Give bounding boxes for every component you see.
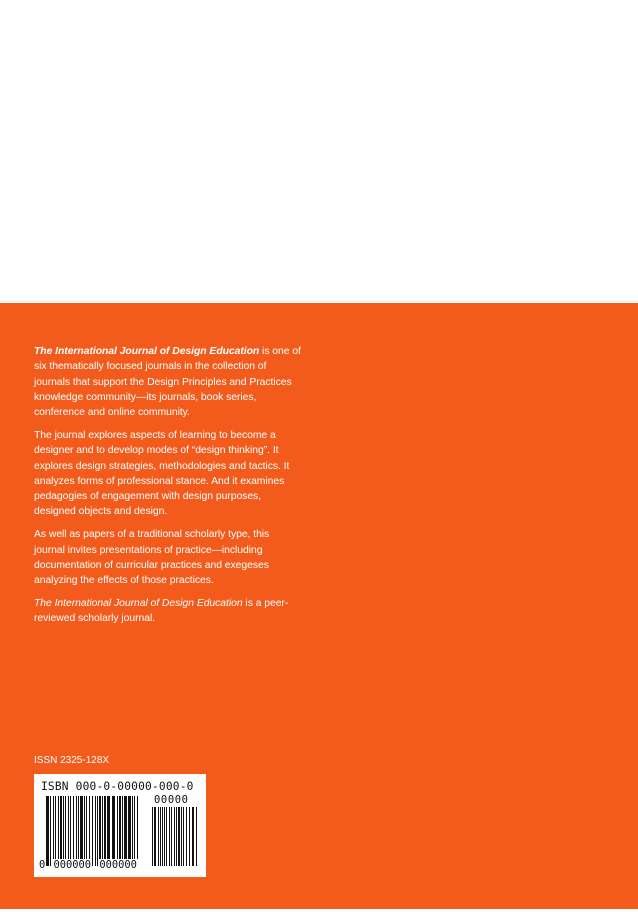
barcode-bar bbox=[124, 796, 127, 866]
barcode-bar bbox=[102, 796, 103, 866]
barcode-bar bbox=[107, 796, 110, 866]
barcode-bar bbox=[99, 796, 101, 866]
barcode-bar bbox=[70, 796, 71, 866]
barcode-addon-digits: 00000 bbox=[154, 794, 189, 806]
barcode-right-digits: 000000 bbox=[99, 859, 137, 871]
journal-title: The International Journal of Design Education bbox=[34, 346, 260, 357]
description-paragraph-2: The journal explores aspects of learning to become a designer and to develop modes of “design thinking”. It explores design strategies, methodologies and tactics. It analyzes forms of professional stance. And it examines pedagogies of engagement with design purposes, designed objects and design. bbox=[34, 429, 290, 518]
barcode-bar bbox=[174, 807, 175, 866]
barcode-bar bbox=[154, 807, 156, 866]
barcode-bar bbox=[65, 796, 66, 866]
barcode-bar bbox=[53, 796, 54, 866]
isbn-barcode bbox=[34, 774, 206, 877]
barcode-bar bbox=[171, 807, 172, 866]
barcode-bar bbox=[60, 796, 62, 866]
barcode-bar bbox=[112, 796, 115, 866]
barcode-bar bbox=[95, 796, 96, 866]
barcode-bar bbox=[76, 796, 77, 866]
isbn-label: ISBN 000-0-00000-000-0 bbox=[41, 780, 194, 793]
main-barcode-bars bbox=[46, 796, 138, 866]
barcode-bar bbox=[186, 807, 187, 866]
barcode-bar bbox=[189, 807, 190, 866]
barcode-bar bbox=[50, 796, 51, 866]
barcode-bar bbox=[178, 807, 180, 866]
barcode-bar bbox=[58, 796, 59, 866]
paragraph-4-text: is a peer-reviewed scholarly journal. bbox=[34, 597, 289, 625]
barcode-bar bbox=[73, 796, 74, 866]
barcode-bar bbox=[104, 796, 106, 866]
journal-title-italic: The International Journal of Design Education bbox=[34, 597, 243, 609]
barcode-bar bbox=[86, 796, 87, 866]
barcode-bar bbox=[68, 796, 69, 866]
barcode-bar bbox=[132, 796, 133, 866]
barcode-bar bbox=[78, 796, 79, 866]
blank-upper-area bbox=[0, 0, 638, 303]
barcode-bar bbox=[181, 807, 182, 866]
barcode-bar bbox=[134, 796, 135, 866]
barcode-bar bbox=[55, 796, 56, 866]
barcode-bar bbox=[183, 807, 184, 866]
description-paragraph-1 bbox=[34, 344, 302, 420]
barcode-bar bbox=[89, 796, 90, 866]
barcode-bar bbox=[63, 796, 64, 866]
barcode-bar bbox=[97, 796, 98, 866]
barcode-first-digit: 0 bbox=[39, 859, 46, 871]
barcode-bar bbox=[117, 796, 118, 866]
barcode-bar bbox=[122, 796, 123, 866]
barcode-bar bbox=[164, 807, 165, 866]
description-paragraph-3: As well as papers of a traditional scholarly type, this journal invites presentations of practice—including documentation of curricular practices and exegeses analyzing the effects of those practices. bbox=[34, 529, 270, 587]
barcode-bar bbox=[192, 807, 194, 866]
barcode-bar bbox=[160, 807, 161, 866]
barcode-bar bbox=[162, 807, 163, 866]
barcode-bar bbox=[92, 796, 93, 866]
addon-barcode-bars bbox=[152, 807, 197, 866]
barcode-bar bbox=[158, 807, 159, 866]
barcode-bar bbox=[176, 807, 177, 866]
paragraph-1-text: is one of six thematically focused journals in the collection of journals that support the Design Principles and Practices knowledge community—its journals, book series, conference and online community. bbox=[34, 346, 301, 419]
barcode-bar bbox=[128, 796, 131, 866]
barcode-bar bbox=[196, 807, 197, 866]
barcode-digits bbox=[38, 859, 138, 871]
barcode-bar bbox=[80, 796, 83, 866]
journal-description bbox=[34, 344, 302, 634]
barcode-bar bbox=[119, 796, 121, 866]
barcode-bar bbox=[169, 807, 170, 866]
description-paragraph-4 bbox=[34, 596, 302, 627]
barcode-bar bbox=[152, 807, 153, 866]
barcode-bar bbox=[166, 807, 167, 866]
barcode-bar bbox=[46, 796, 49, 866]
issn-number: ISSN 2325-128X bbox=[34, 755, 110, 766]
barcode-bar bbox=[84, 796, 85, 866]
barcode-bar bbox=[137, 796, 138, 866]
barcode-left-digits: 000000 bbox=[53, 859, 92, 871]
